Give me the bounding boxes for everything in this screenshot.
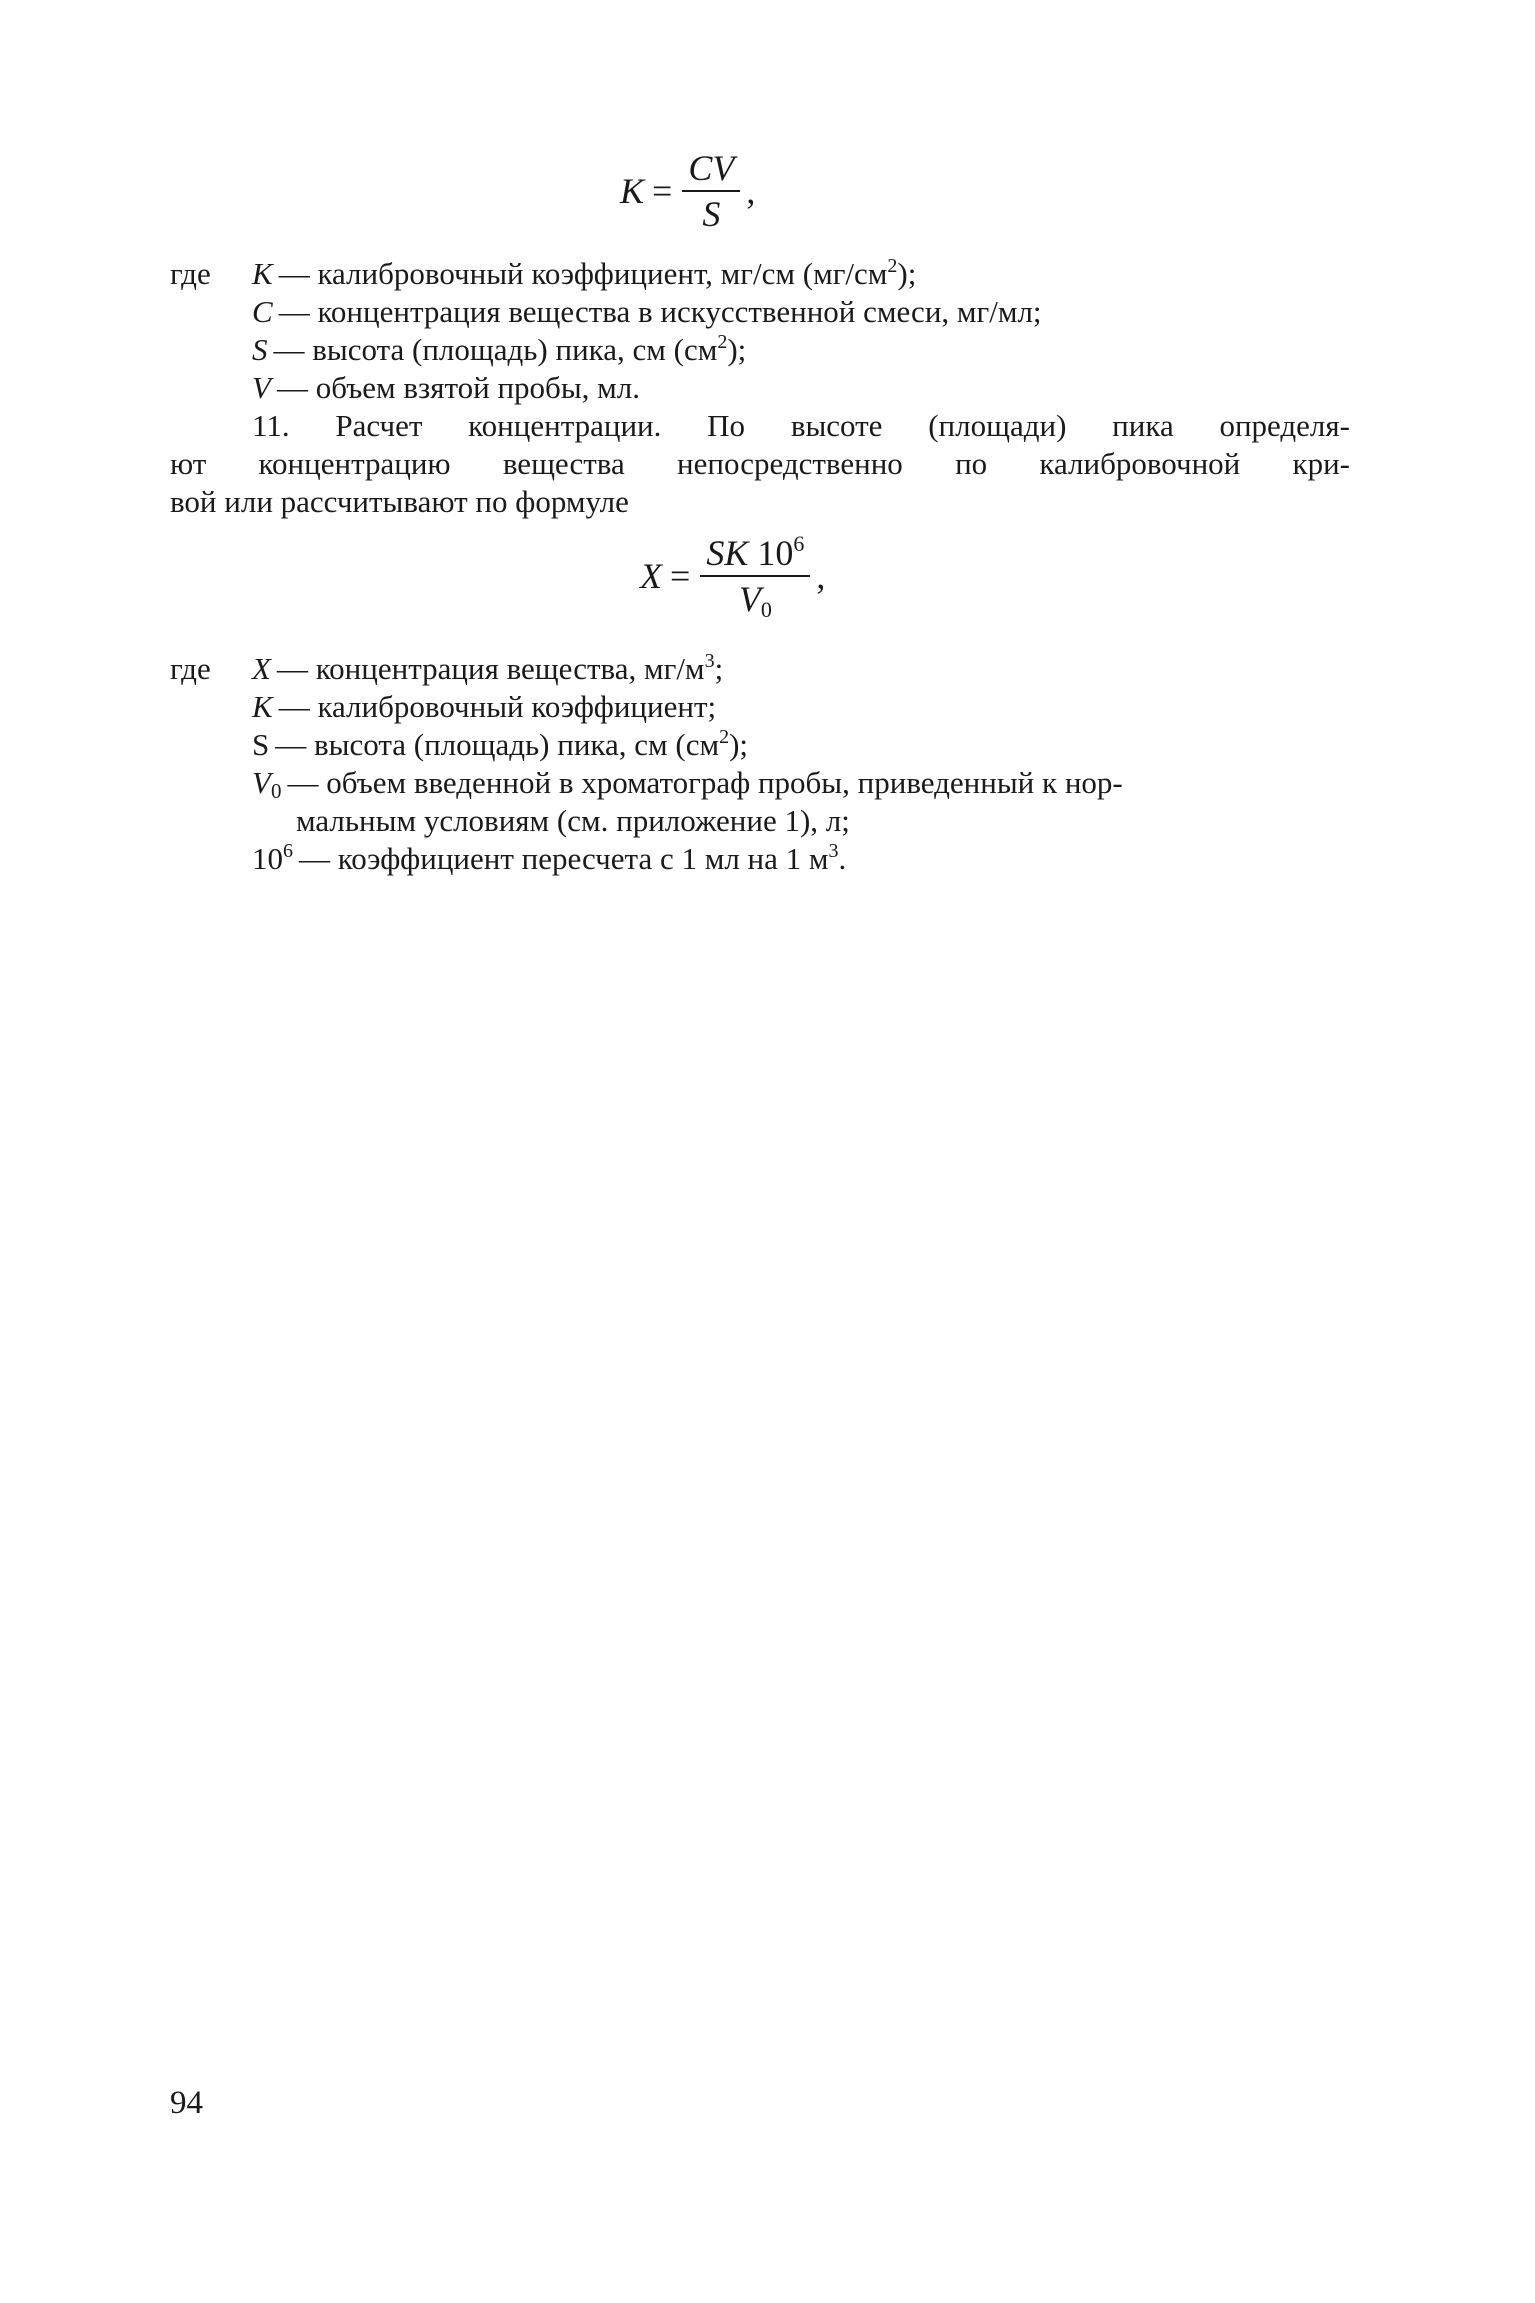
paragraph-line: ют концентрацию вещества непосредственно по калибровочной кри- — [170, 446, 1350, 481]
legend-lead-where: где — [170, 256, 211, 291]
legend-symbol: X — [252, 651, 271, 686]
legend-symbol: $10^6$ — [252, 840, 293, 876]
formula-concentration — [640, 531, 940, 622]
formula-x-denominator: $V_0$ — [738, 579, 772, 622]
legend-definition: — коэффициент пересчета с 1 мл на 1 $м^3$. — [299, 840, 847, 876]
formula-k-denominator: S — [702, 194, 721, 234]
legend-symbol: S — [252, 727, 270, 762]
legend-definition: — калибровочный коэффициент; — [278, 689, 717, 724]
page-number: 94 — [170, 2085, 203, 2121]
legend-lead — [170, 331, 252, 369]
formula-k-equals: = — [652, 171, 673, 211]
formula-k-comma: , — [746, 171, 756, 211]
legend-definition: — высота (площадь) пика, см $(см^2)$; — [275, 726, 749, 762]
legend-lead-where: где — [170, 651, 211, 686]
legend-row-v0 — [170, 764, 1350, 802]
legend-symbol: C — [252, 294, 273, 329]
legend-row-s — [170, 331, 1350, 369]
legend-definition: — концентрация вещества, $мг/м^3$; — [276, 650, 724, 686]
legend-row-c — [170, 293, 1350, 331]
formula-k-numerator: CV — [682, 150, 740, 192]
formula-k-fraction — [682, 150, 740, 232]
legend-definition: — объем введенной в хроматограф пробы, приведенный к нор- — [287, 765, 1123, 800]
formula-x-comma: , — [816, 556, 826, 596]
legend-lead — [170, 764, 252, 802]
legend-row-v — [170, 369, 1350, 407]
legend-symbol: K — [252, 689, 273, 724]
paragraph-concentration-calculation — [170, 407, 1350, 521]
legend-lead — [170, 293, 252, 331]
legend-symbol: $V_0$ — [252, 765, 282, 803]
legend-lead — [170, 726, 252, 764]
legend-lead — [170, 688, 252, 726]
legend-row-10-6 — [170, 840, 1350, 878]
legend-symbol: K — [252, 256, 273, 291]
legend-calibration-formula — [170, 255, 1350, 407]
legend-definition: — объем взятой пробы, мл. — [276, 370, 640, 405]
formula-k-lhs: K — [620, 171, 645, 211]
legend-row-k — [170, 688, 1350, 726]
formula-x-equals: = — [670, 556, 691, 596]
legend-definition: — высота (площадь) пика, см $(см^2)$; — [273, 331, 747, 367]
legend-definition: — калибровочный коэффициент, мг/см $(мг/см^2)$; — [278, 255, 917, 291]
legend-row-v0-continuation: мальным условиям (см. приложение 1), л; — [296, 803, 850, 838]
paragraph-number: 11. — [252, 408, 290, 443]
legend-row-x — [170, 650, 1350, 688]
paragraph-line: 11. Расчет концентрации. По высоте (площади) пика определя- — [252, 408, 1350, 443]
formula-calibration-coefficient — [620, 150, 910, 232]
formula-x-fraction — [700, 531, 810, 622]
formula-x-lhs: X — [640, 556, 662, 596]
paragraph-line: вой или рассчитывают по формуле — [170, 484, 629, 519]
legend-row-k — [170, 255, 1350, 293]
legend-definition: — концентрация вещества в искусственной смеси, мг/мл; — [278, 294, 1042, 329]
legend-lead — [170, 840, 252, 878]
legend-concentration-formula — [170, 650, 1350, 878]
legend-row-s — [170, 726, 1350, 764]
formula-x-numerator: SK $10^6$ — [700, 535, 810, 577]
legend-symbol: V — [252, 370, 271, 405]
legend-lead — [170, 369, 252, 407]
legend-symbol: S — [252, 332, 268, 367]
